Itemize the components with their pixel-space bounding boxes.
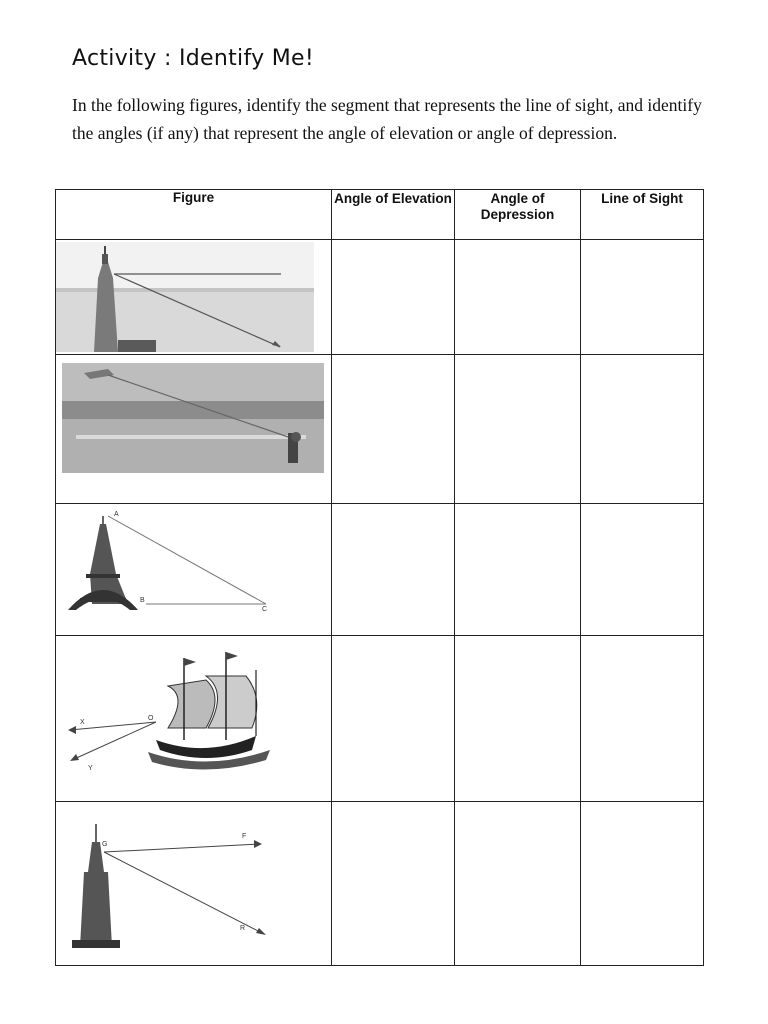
line-of-sight-cell[interactable] bbox=[581, 802, 704, 966]
label-o: O bbox=[148, 715, 154, 722]
line-of-sight-cell[interactable] bbox=[581, 355, 704, 504]
label-f: F bbox=[242, 833, 247, 840]
figure-cell bbox=[56, 802, 332, 966]
label-x: X bbox=[80, 719, 85, 726]
table-header-row bbox=[56, 190, 704, 240]
angle-of-depression-cell[interactable] bbox=[455, 636, 581, 802]
column-header-angle-of-elevation: Angle of Elevation bbox=[332, 190, 455, 240]
figure-cell bbox=[56, 355, 332, 504]
eiffel-tower-figure-image bbox=[56, 504, 332, 635]
angle-of-elevation-cell[interactable] bbox=[332, 504, 455, 636]
page-title: Activity : Identify Me! bbox=[72, 46, 314, 71]
activity-table bbox=[55, 189, 704, 966]
angle-of-depression-cell[interactable] bbox=[455, 504, 581, 636]
angle-of-elevation-cell[interactable] bbox=[332, 636, 455, 802]
column-header-line-of-sight: Line of Sight bbox=[581, 190, 704, 240]
ship-figure-image bbox=[56, 636, 332, 801]
table-row bbox=[56, 355, 704, 504]
skyscraper-figure-image bbox=[56, 802, 332, 965]
angle-of-depression-cell[interactable] bbox=[455, 802, 581, 966]
table-row bbox=[56, 802, 704, 966]
label-r: R bbox=[240, 925, 246, 932]
figure-cell bbox=[56, 636, 332, 802]
label-y: Y bbox=[88, 765, 93, 772]
table-row bbox=[56, 240, 704, 355]
label-a: A bbox=[114, 511, 119, 518]
instructions-text: In the following figures, identify the segment that represents the line of sight, and identify the angles (if any) that represent the angle of elevation or angle of depression. bbox=[72, 95, 702, 143]
tower-figure-image bbox=[56, 240, 332, 354]
column-header-figure: Figure bbox=[56, 190, 332, 240]
angle-of-depression-cell[interactable] bbox=[455, 355, 581, 504]
line-of-sight-cell[interactable] bbox=[581, 636, 704, 802]
label-c: C bbox=[262, 606, 268, 613]
label-g: G bbox=[102, 841, 108, 848]
angle-of-elevation-cell[interactable] bbox=[332, 802, 455, 966]
angle-of-elevation-cell[interactable] bbox=[332, 355, 455, 504]
figure-cell bbox=[56, 504, 332, 636]
column-header-angle-of-depression: Angle of Depression bbox=[455, 190, 581, 240]
line-of-sight-cell[interactable] bbox=[581, 240, 704, 355]
table-row bbox=[56, 636, 704, 802]
table-row bbox=[56, 504, 704, 636]
line-of-sight-cell[interactable] bbox=[581, 504, 704, 636]
airplane-figure-image bbox=[56, 355, 332, 503]
angle-of-elevation-cell[interactable] bbox=[332, 240, 455, 355]
angle-of-depression-cell[interactable] bbox=[455, 240, 581, 355]
label-b: B bbox=[140, 597, 145, 604]
figure-cell bbox=[56, 240, 332, 355]
